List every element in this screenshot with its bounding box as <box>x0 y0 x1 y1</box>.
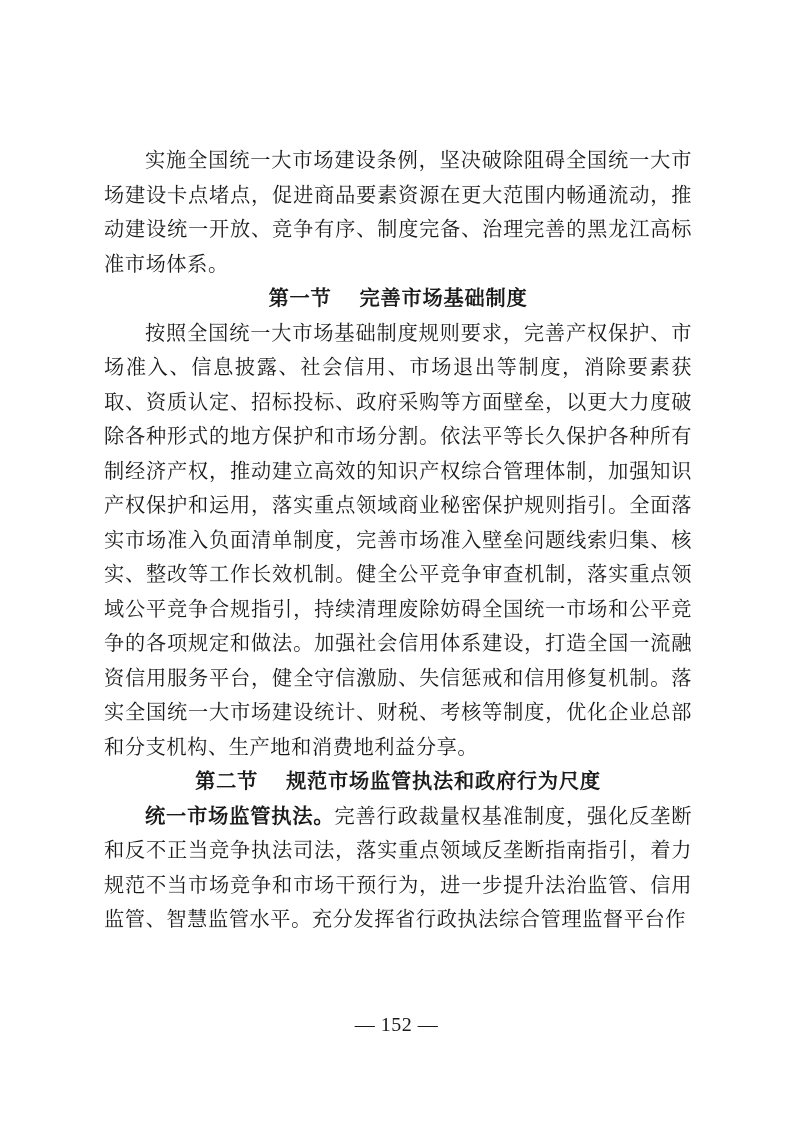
section-1-heading <box>104 281 692 316</box>
section-2-lead: 统一市场监管执法。 <box>145 803 335 828</box>
section-2-body: 完善行政裁量权基准制度，强化反垄断和反不正当竞争执法司法，落实重点领域反垄断指南指引，着力规范不当市场竞争和市场干预行为，进一步提升法治监管、信用监管、智慧监管水平。充分发挥省行政执法综合管理监督平台作 <box>104 803 692 931</box>
section-1-title: 完善市场基础制度 <box>359 286 528 310</box>
section-2-number: 第二节 <box>195 769 259 793</box>
page-number: — 152 — <box>354 1014 439 1036</box>
section-2-paragraph <box>104 799 692 937</box>
intro-paragraph: 实施全国统一大市场建设条例，坚决破除阻碍全国统一大市场建设卡点堵点，促进商品要素资源在更大范围内畅通流动，推动建设统一开放、竞争有序、制度完备、治理完善的黑龙江高标准市场体系。 <box>104 148 692 276</box>
section-1-paragraph: 按照全国统一大市场基础制度规则要求，完善产权保护、市场准入、信息披露、社会信用、市场退出等制度，消除要素获取、资质认定、招标投标、政府采购等方面壁垒，以更大力度破除各种形式的地方保护和市场分割。依法平等长久保护各种所有制经济产权，推动建立高效的知识产权综合管理体制，加强知识产权保护和运用，落实重点领域商业秘密保护规则指引。全面落实市场准入负面清单制度，完善市场准入壁垒问题线索归集、核实、整改等工作长效机制。健全公平竞争审查机制，落实重点领域公平竞争合规指引，持续清理废除妨碍全国统一市场和公平竞争的各项规定和做法。加强社会信用体系建设，打造全国一流融资信用服务平台，健全守信激励、失信惩戒和信用修复机制。落实全国统一大市场建设统计、财税、考核等制度，优化企业总部和分支机构、生产地和消费地利益分享。 <box>104 320 692 759</box>
section-1-number: 第一节 <box>268 286 332 310</box>
section-2-heading <box>104 764 692 799</box>
section-2-title: 规范市场监管执法和政府行为尺度 <box>286 769 601 793</box>
body-text <box>104 143 692 937</box>
